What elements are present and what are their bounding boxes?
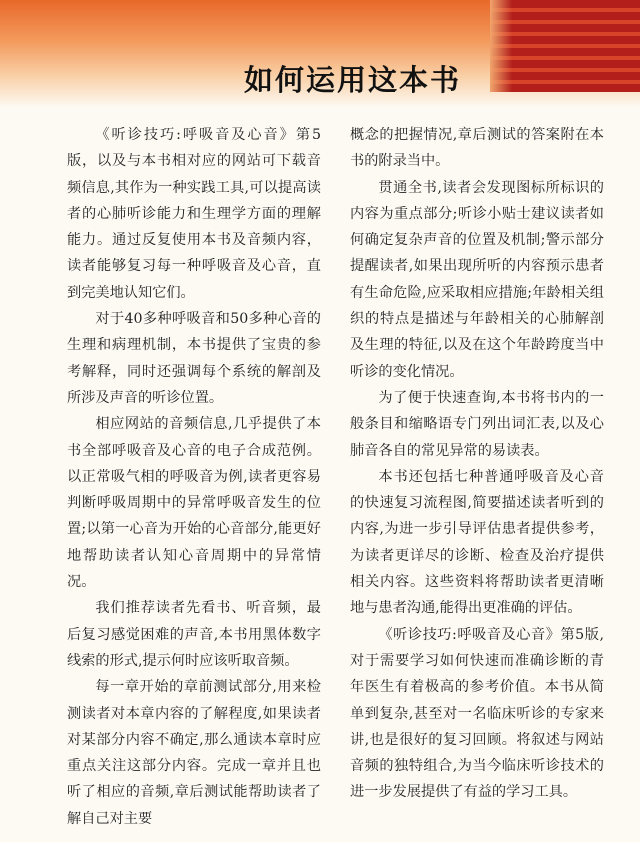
paragraph: 贯通全书,读者会发现图标所标识的内容为重点部分;听诊小贴士建议读者如何确定复杂声音的位置及机制;警示部分提醒读者,如果出现所听的内容预示患者有生命危险,应采取相应措施;年龄相关组织的特点是描述与年龄相关的心肺解剖及生理的特征,以及在这个年龄跨度当中听诊的变化情况。: [350, 179, 604, 380]
paragraph: 本书还包括七种普通呼吸音及心音的快速复习流程图,简要描述读者听到的内容,为进一步引导评估患者提供参考，为读者更详尽的诊断、检查及治疗提供相关内容。这些资料将帮助读者更清晰地与患者沟通,能得出更准确的评估。: [350, 468, 604, 617]
paragraph: 我们推荐读者先看书、听音频，最后复习感觉困难的声音,本书用黑体数字线索的形式,提示何时应该听取音频。: [67, 600, 321, 669]
paragraph-continued: 概念的把握情况,章后测试的答案附在本书的附录当中。: [350, 127, 604, 170]
paragraph: 《听诊技巧:呼吸音及心音》第5版，以及与本书相对应的网站可下载音频信息,其作为一种实践工具,可以提高读者的心肺听诊能力和生理学方面的理解能力。通过反复使用本书及音频内容，读者能够复习每一种呼吸音及心音，直到完美地认知它们。: [67, 127, 321, 301]
left-column: [67, 122, 321, 838]
paragraph: 《听诊技巧:呼吸音及心音》第5版,对于需要学习如何快速而准确诊断的青年医生有着极高的参考价值。本书从简单到复杂,甚至对一名临床听诊的专家来讲,也是很好的复习回顾。将叙述与网站音频的独特组合,为当今临床听诊技术的进一步发展提供了有益的学习工具。: [350, 626, 604, 801]
decorative-stripes: [490, 0, 640, 92]
paragraph: 相应网站的音频信息,几乎提供了本书全部呼吸音及心音的电子合成范例。以正常吸气相的呼吸音为例,读者更容易判断呼吸周期中的异常呼吸音发生的位置;以第一心音为开始的心音部分,能更好地帮助读者认知心音周期中的异常情况。: [67, 416, 321, 591]
paragraph: 每一章开始的章前测试部分,用来检测读者对本章内容的了解程度,如果读者对某部分内容不确定,那么通读本章时应重点关注这部分内容。完成一章并且也听了相应的音频,章后测试能帮助读者了解自己对主要: [67, 679, 321, 827]
paragraph: 为了便于快速查询,本书将书内的一般条目和缩略语专门列出词汇表,以及心肺音各自的常见异常的易读表。: [350, 389, 604, 459]
right-column: [350, 122, 604, 838]
page-title: 如何运用这本书: [244, 63, 462, 97]
paragraph: 对于40多种呼吸音和50多种心音的生理和病理机制，本书提供了宝贵的参考解释，同时还强调每个系统的解剖及所涉及声音的听诊位置。: [67, 311, 321, 406]
